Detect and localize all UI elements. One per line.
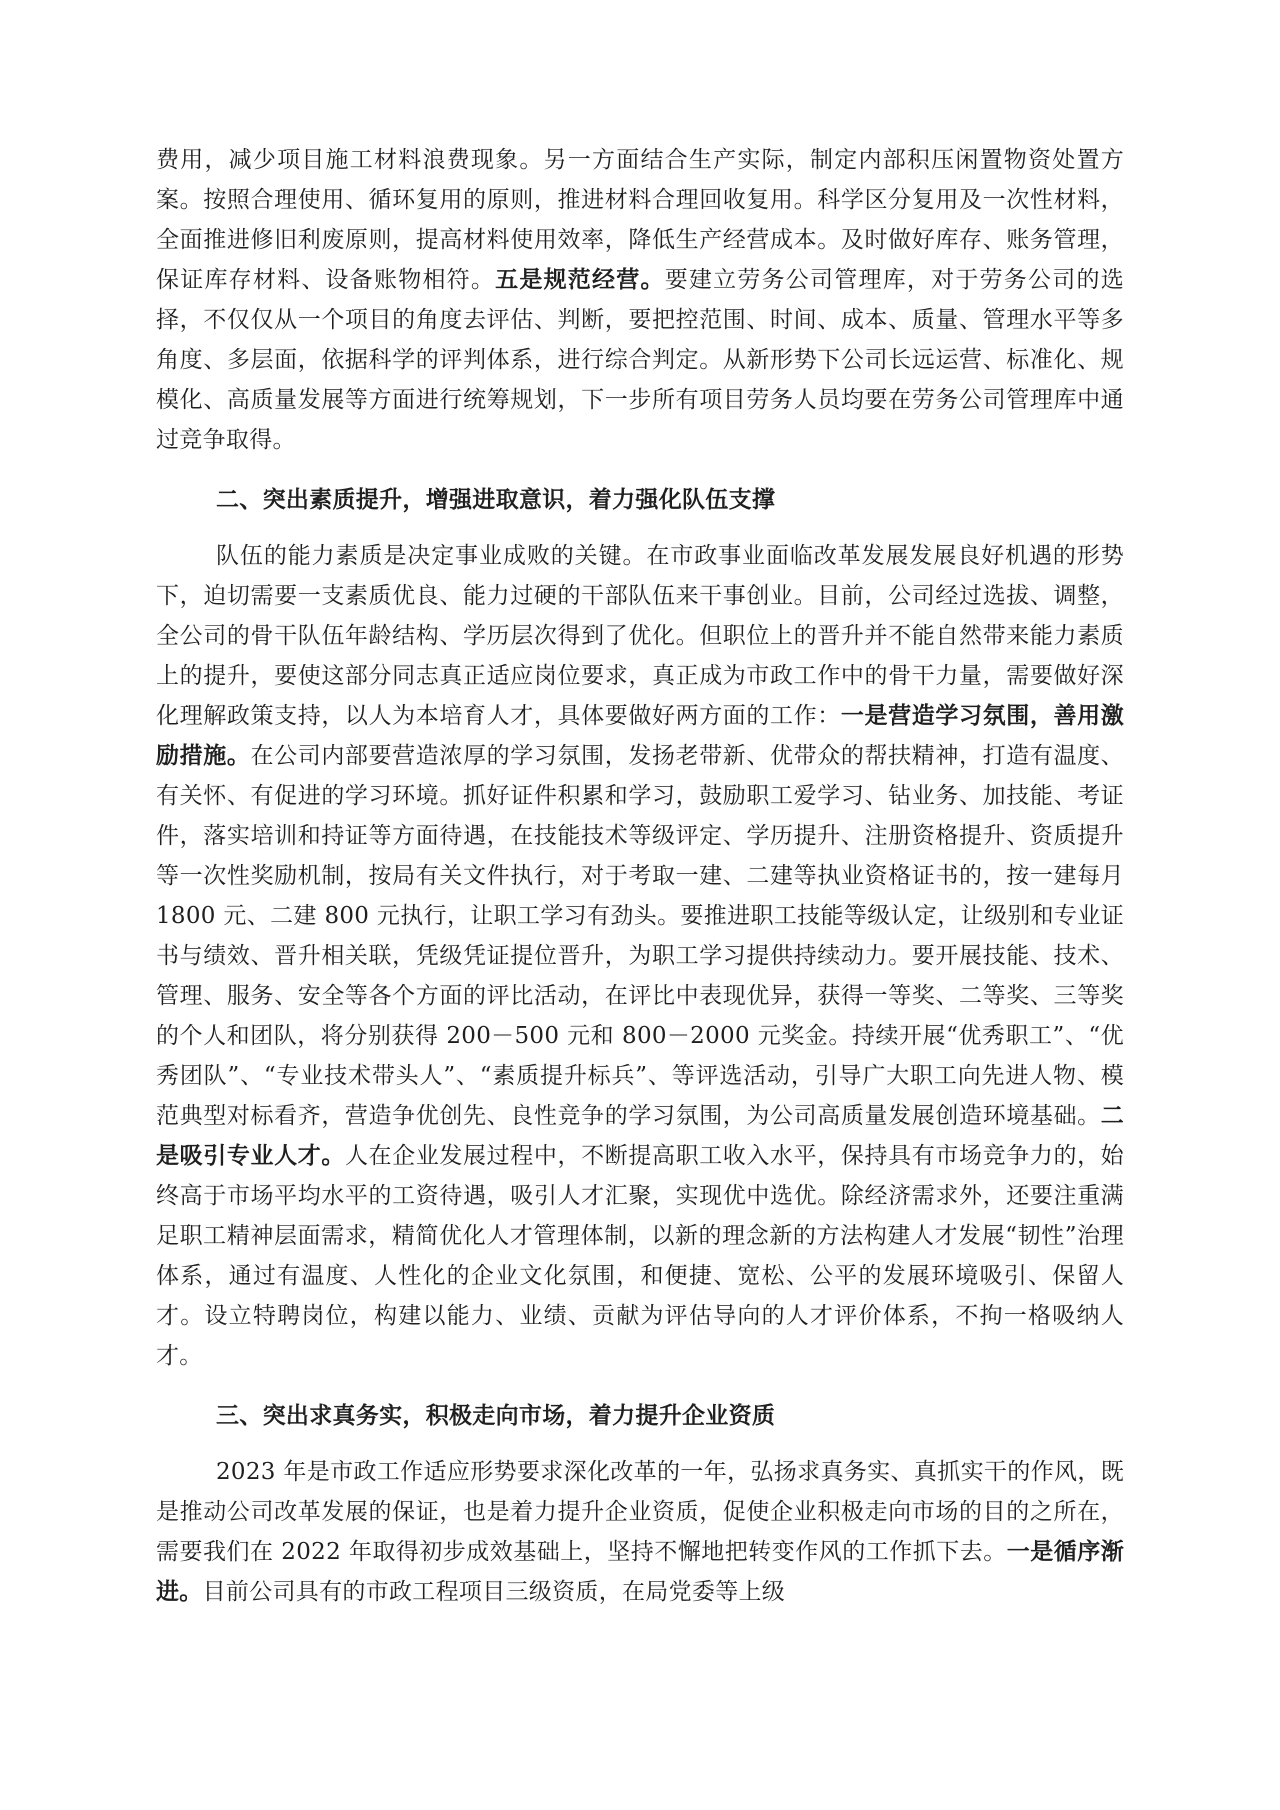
bold-phrase: 一是循序渐进。: [156, 1538, 1125, 1605]
bold-phrase: 五是规范经营。: [495, 266, 665, 293]
paragraph-market-orientation: [156, 1452, 1124, 1612]
document-page: [156, 140, 1124, 1612]
paragraph-text: 队伍的能力素质是决定事业成败的关键。在市政事业面临改革发展发展良好机遇的形势下，迫切需要一支素质优良、能力过硬的干部队伍来干事创业。目前，公司经过选拔、调整，全公司的骨干队伍年龄结构、学历层次得到了优化。但职位上的晋升并不能自然带来能力素质上的提升，要使这部分同志真正适应岗位要求，真正成为市政工作中的骨干力量，需要做好深化理解政策支持，以人为本培育人才，具体要做好两方面的工作：: [156, 543, 1124, 729]
paragraph-text: 2023 年是市政工作适应形势要求深化改革的一年，弘扬求真务实、真抓实干的作风，既是推动公司改革发展的保证，也是着力提升企业资质，促使企业积极走向市场的目的之所在，需要我们在 2022 年取得初步成效基础上，坚持不懈地把转变作风的工作抓下去。: [156, 1459, 1124, 1565]
paragraph-text: 要建立劳务公司管理库，对于劳务公司的选择，不仅仅从一个项目的角度去评估、判断，要把控范围、时间、成本、质量、管理水平等多角度、多层面，依据科学的评判体系，进行综合判定。从新形势下公司长远运营、标准化、规模化、高质量发展等方面进行统筹规划，下一步所有项目劳务人员均要在劳务公司管理库中通过竞争取得。: [156, 267, 1124, 453]
section-heading-3: 三、突出求真务实，积极走向市场，着力提升企业资质: [216, 1402, 776, 1429]
bold-phrase: 一是营造学习氛围，善用激励措施。: [156, 702, 1124, 769]
paragraph-materials-management: [156, 140, 1124, 460]
paragraph-text: 在公司内部要营造浓厚的学习氛围，发扬老带新、优带众的帮扶精神，打造有温度、有关怀、有促进的学习环境。抓好证件积累和学习，鼓励职工爱学习、钻业务、加技能、考证件，落实培训和持证等方面待遇，在技能技术等级评定、学历提升、注册资格提升、资质提升等一次性奖励机制，按局有关文件执行，对于考取一建、二建等执业资格证书的，按一建每月 1800 元、二建 800 元执行，让职工学习有劲头。要推进职工技能等级认定，让级别和专业证书与绩效、晋升相关联，凭级凭证提位晋升，为职工学习提供持续动力。要开展技能、技术、管理、服务、安全等各个方面的评比活动，在评比中表现优异，获得一等奖、二等奖、三等奖的个人和团队，将分别获得 200－500 元和 800－2000 元奖金。持续开展“优秀职工”、“优秀团队”、“专业技术带头人”、“素质提升标兵”、等评选活动，引导广大职工向先进人物、模范典型对标看齐，营造争优创先、良性竞争的学习氛围，为公司高质量发展创造环境基础。: [156, 743, 1124, 1129]
bold-phrase: 二是吸引专业人才。: [156, 1102, 1124, 1169]
paragraph-text: 人在企业发展过程中，不断提高职工收入水平，保持具有市场竞争力的，始终高于市场平均水平的工资待遇，吸引人才汇聚，实现优中选优。除经济需求外，还要注重满足职工精神层面需求，精简优化人才管理体制，以新的理念新的方法构建人才发展“韧性”治理体系，通过有温度、人性化的企业文化氛围，和便捷、宽松、公平的发展环境吸引、保留人才。设立特聘岗位，构建以能力、业绩、贡献为评估导向的人才评价体系，不拘一格吸纳人才。: [156, 1143, 1124, 1369]
paragraph-quality-improvement: [156, 536, 1124, 1376]
paragraph-text: 费用，减少项目施工材料浪费现象。另一方面结合生产实际，制定内部积压闲置物资处置方案。按照合理使用、循环复用的原则，推进材料合理回收复用。科学区分复用及一次性材料，全面推进修旧利废原则，提高材料使用效率，降低生产经营成本。及时做好库存、账务管理，保证库存材料、设备账物相符。: [156, 147, 1124, 293]
section-heading-2: 二、突出素质提升，增强进取意识，着力强化队伍支撑: [216, 486, 776, 513]
paragraph-text: 目前公司具有的市政工程项目三级资质，在局党委等上级: [202, 1579, 786, 1605]
